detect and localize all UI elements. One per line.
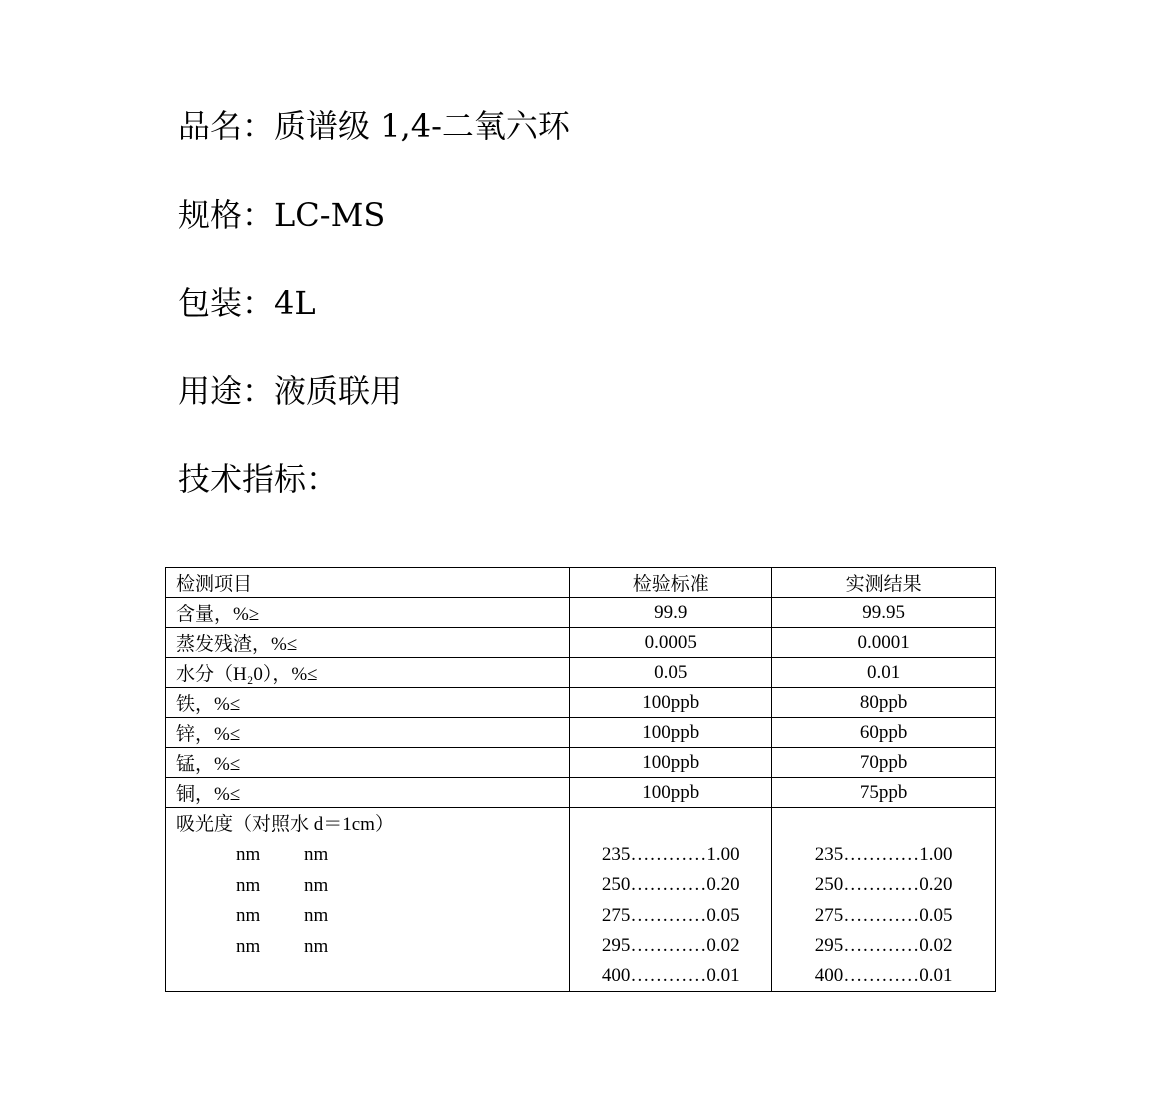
usage-line xyxy=(178,371,402,411)
row-result: 70ppb xyxy=(772,748,996,778)
nm-unit-label: nm xyxy=(304,935,329,957)
specification-table xyxy=(165,567,996,992)
technical-index-heading xyxy=(178,459,338,499)
absorbance-result-list xyxy=(782,810,985,991)
table-row xyxy=(166,598,996,628)
row-standard: 100ppb xyxy=(570,778,772,808)
absorbance-standard-cell xyxy=(570,808,772,992)
absorbance-standard-value: 275…………0.05 xyxy=(601,904,740,926)
row-result: 75ppb xyxy=(772,778,996,808)
row-standard: 100ppb xyxy=(570,718,772,748)
table-header-row xyxy=(166,568,996,598)
row-item: 含量，%≥ xyxy=(166,598,570,628)
absorbance-standard-value: 250…………0.20 xyxy=(601,874,740,896)
technical-index-label: 技术指标： xyxy=(178,460,339,498)
row-result: 99.95 xyxy=(772,598,996,628)
product-name-line xyxy=(178,106,570,146)
nm-unit-label: nm xyxy=(304,844,329,865)
table-row xyxy=(166,658,996,688)
usage-label: 用途： xyxy=(178,372,275,410)
table-row xyxy=(166,688,996,718)
usage-value: 液质联用 xyxy=(274,372,403,410)
row-result: 0.0001 xyxy=(772,628,996,658)
row-result: 80ppb xyxy=(772,688,996,718)
row-item: 水分（H₂0），%≤ xyxy=(166,658,570,688)
row-item: 蒸发残渣，%≤ xyxy=(166,628,570,658)
row-standard: 99.9 xyxy=(570,598,772,628)
header-result: 实测结果 xyxy=(772,568,996,598)
absorbance-result-cell xyxy=(772,808,996,992)
package-value: 4L xyxy=(274,284,316,322)
absorbance-standard-value: 295…………0.02 xyxy=(601,934,740,956)
nm-unit-label: nm xyxy=(236,874,261,896)
product-name-label: 品名： xyxy=(178,107,275,145)
absorbance-nm-line xyxy=(176,871,559,902)
header-standard: 检验标准 xyxy=(570,568,772,598)
row-standard: 0.05 xyxy=(570,658,772,688)
package-label: 包装： xyxy=(178,284,275,322)
table-row xyxy=(166,628,996,658)
absorbance-standard-list xyxy=(580,810,761,991)
table-row xyxy=(166,748,996,778)
absorbance-item-cell xyxy=(166,808,570,992)
absorbance-title: 吸光度（对照水 d＝1cm） xyxy=(176,814,394,835)
nm-unit-label: nm xyxy=(304,874,329,896)
absorbance-nm-line xyxy=(176,840,559,871)
row-item: 锌，%≤ xyxy=(166,718,570,748)
row-standard: 100ppb xyxy=(570,748,772,778)
specification-value: LC-MS xyxy=(274,196,386,234)
absorbance-standard-value: 235…………1.00 xyxy=(601,844,740,865)
absorbance-result-value: 275…………0.05 xyxy=(814,904,953,926)
absorbance-result-value: 250…………0.20 xyxy=(814,874,953,896)
absorbance-result-value: 295…………0.02 xyxy=(814,934,953,956)
absorbance-nm-line xyxy=(176,932,559,963)
absorbance-nm-line xyxy=(176,901,559,932)
product-name-value: 质谱级 1,4-二氧六环 xyxy=(274,107,570,145)
row-item: 锰，%≤ xyxy=(166,748,570,778)
table-row xyxy=(166,778,996,808)
package-line xyxy=(178,283,316,323)
nm-unit-label: nm xyxy=(236,844,261,865)
absorbance-row xyxy=(166,808,996,992)
header-item: 检测项目 xyxy=(166,568,570,598)
row-item: 铁，%≤ xyxy=(166,688,570,718)
specification-label: 规格： xyxy=(178,196,275,234)
absorbance-result-value: 235…………1.00 xyxy=(814,844,953,865)
nm-unit-label: nm xyxy=(304,905,329,926)
absorbance-result-value: 400…………0.01 xyxy=(814,965,953,987)
row-result: 60ppb xyxy=(772,718,996,748)
row-item: 铜，%≤ xyxy=(166,778,570,808)
row-standard: 0.0005 xyxy=(570,628,772,658)
nm-unit-label: nm xyxy=(236,905,261,926)
absorbance-standard-value: 400…………0.01 xyxy=(601,965,740,987)
row-standard: 100ppb xyxy=(570,688,772,718)
table-row xyxy=(166,718,996,748)
specification-line xyxy=(178,195,385,235)
row-result: 0.01 xyxy=(772,658,996,688)
nm-unit-label: nm xyxy=(236,935,261,957)
